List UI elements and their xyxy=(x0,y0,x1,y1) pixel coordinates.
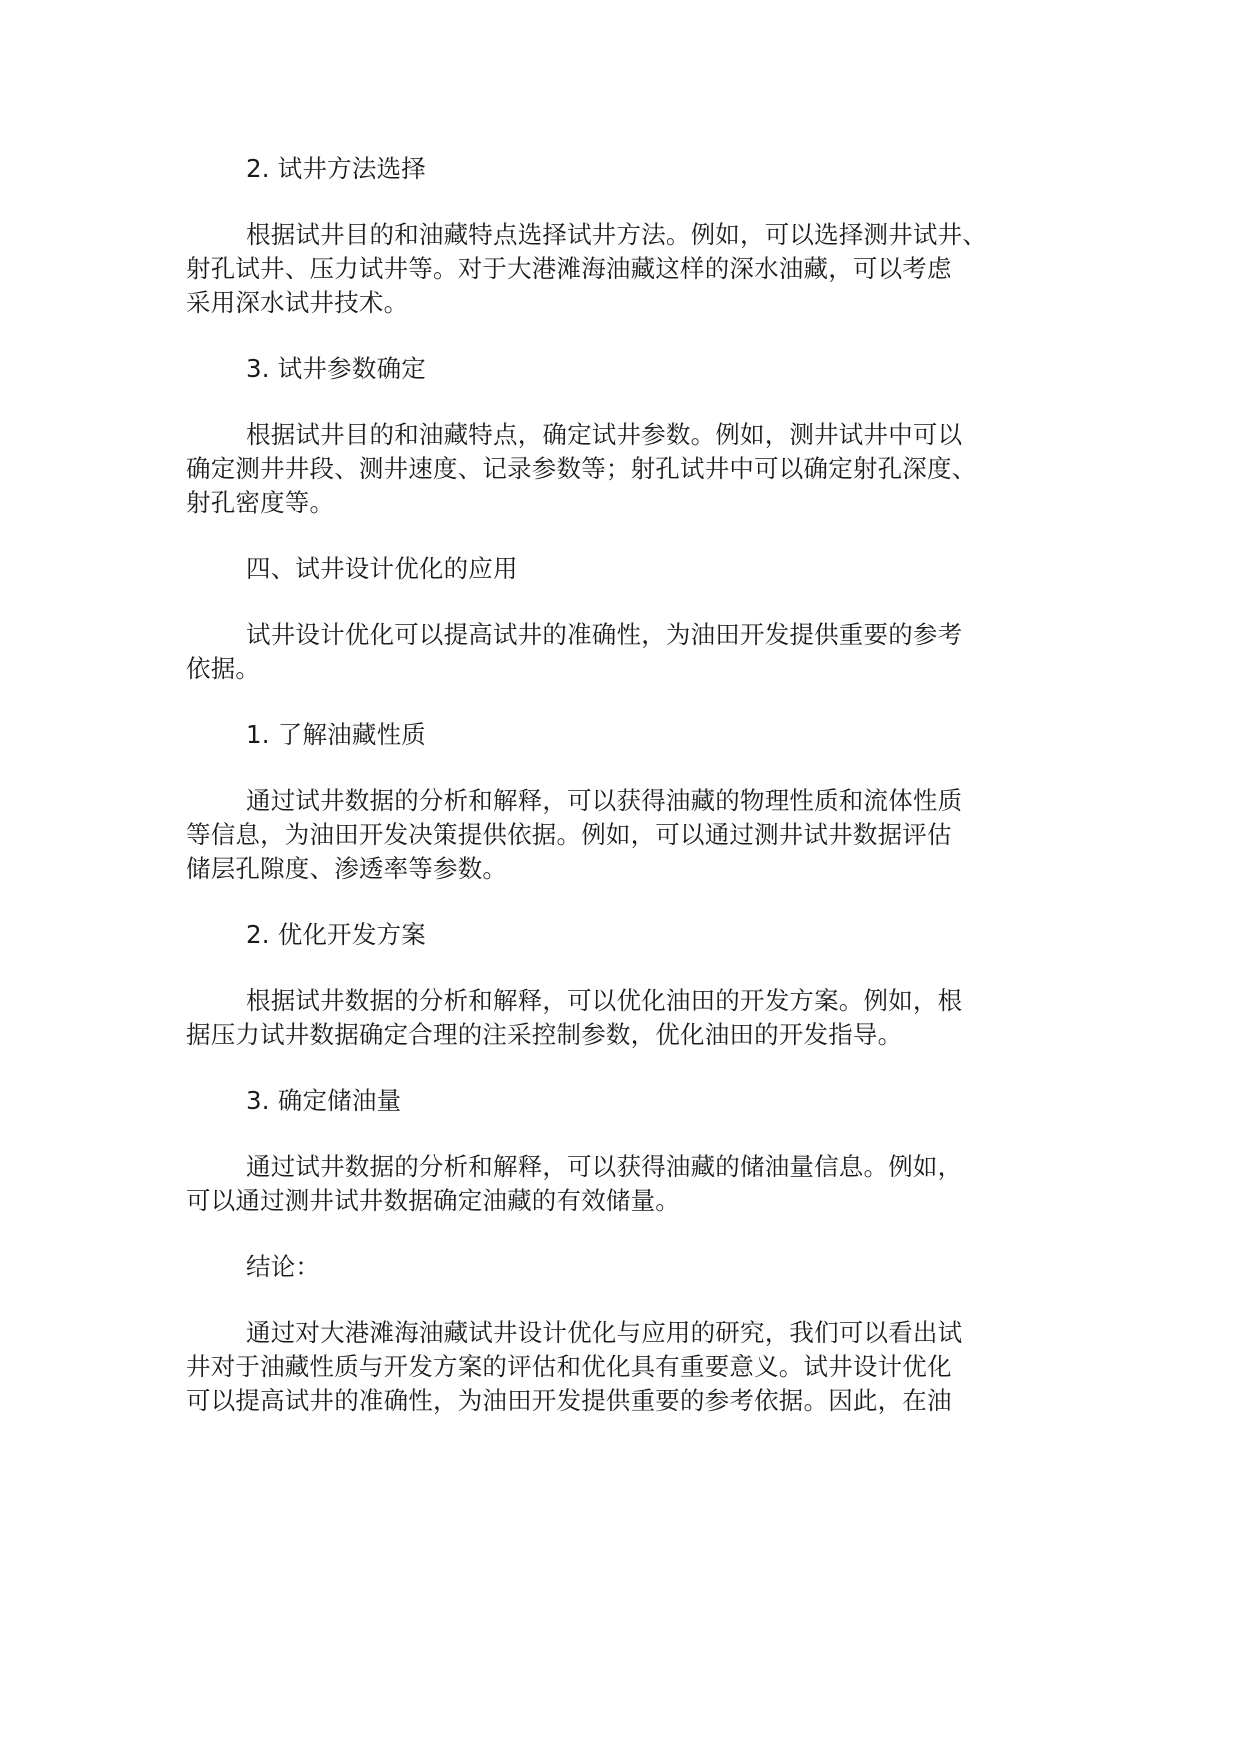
paragraph-line: 射孔试井、压力试井等。对于大港滩海油藏这样的深水油藏，可以考虑 xyxy=(186,254,952,283)
paragraph-line: 井对于油藏性质与开发方案的评估和优化具有重要意义。试井设计优化 xyxy=(186,1352,952,1381)
paragraph-line: 采用深水试井技术。 xyxy=(186,288,409,317)
heading-text: 2. 试井方法选择 xyxy=(246,154,426,183)
section-heading xyxy=(186,1250,1086,1284)
body-paragraph xyxy=(186,1150,1086,1218)
paragraph-line: 射孔密度等。 xyxy=(186,488,335,517)
heading-text: 结论： xyxy=(246,1252,321,1281)
paragraph-line: 通过对大港滩海油藏试井设计优化与应用的研究，我们可以看出试 xyxy=(246,1318,963,1347)
paragraph-line: 可以通过测井试井数据确定油藏的有效储量。 xyxy=(186,1186,680,1215)
paragraph-line: 通过试井数据的分析和解释，可以获得油藏的储油量信息。例如， xyxy=(246,1152,963,1181)
body-paragraph xyxy=(186,218,1086,320)
paragraph-line: 通过试井数据的分析和解释，可以获得油藏的物理性质和流体性质 xyxy=(246,786,963,815)
paragraph-line: 根据试井数据的分析和解释，可以优化油田的开发方案。例如，根 xyxy=(246,986,963,1015)
paragraph-line: 据压力试井数据确定合理的注采控制参数，优化油田的开发指导。 xyxy=(186,1020,903,1049)
heading-text: 3. 试井参数确定 xyxy=(246,354,426,383)
section-heading xyxy=(186,918,1086,952)
section-heading xyxy=(186,718,1086,752)
section-heading xyxy=(186,152,1086,186)
body-paragraph xyxy=(186,618,1086,686)
heading-text: 3. 确定储油量 xyxy=(246,1086,402,1115)
paragraph-line: 等信息，为油田开发决策提供依据。例如，可以通过测井试井数据评估 xyxy=(186,820,952,849)
paragraph-line: 储层孔隙度、渗透率等参数。 xyxy=(186,854,508,883)
paragraph-line: 根据试井目的和油藏特点选择试井方法。例如，可以选择测井试井、 xyxy=(246,220,987,249)
section-heading xyxy=(186,352,1086,386)
heading-text: 四、试井设计优化的应用 xyxy=(246,554,518,583)
heading-text: 1. 了解油藏性质 xyxy=(246,720,426,749)
paragraph-line: 依据。 xyxy=(186,654,261,683)
heading-text: 2. 优化开发方案 xyxy=(246,920,426,949)
document-body xyxy=(186,152,1086,1450)
body-paragraph xyxy=(186,1316,1086,1418)
paragraph-line: 试井设计优化可以提高试井的准确性，为油田开发提供重要的参考 xyxy=(246,620,963,649)
paragraph-line: 可以提高试井的准确性，为油田开发提供重要的参考依据。因此，在油 xyxy=(186,1386,952,1415)
section-heading xyxy=(186,1084,1086,1118)
body-paragraph xyxy=(186,418,1086,520)
section-heading xyxy=(186,552,1086,586)
body-paragraph xyxy=(186,784,1086,886)
paragraph-line: 确定测井井段、测井速度、记录参数等；射孔试井中可以确定射孔深度、 xyxy=(186,454,977,483)
body-paragraph xyxy=(186,984,1086,1052)
paragraph-line: 根据试井目的和油藏特点，确定试井参数。例如，测井试井中可以 xyxy=(246,420,963,449)
